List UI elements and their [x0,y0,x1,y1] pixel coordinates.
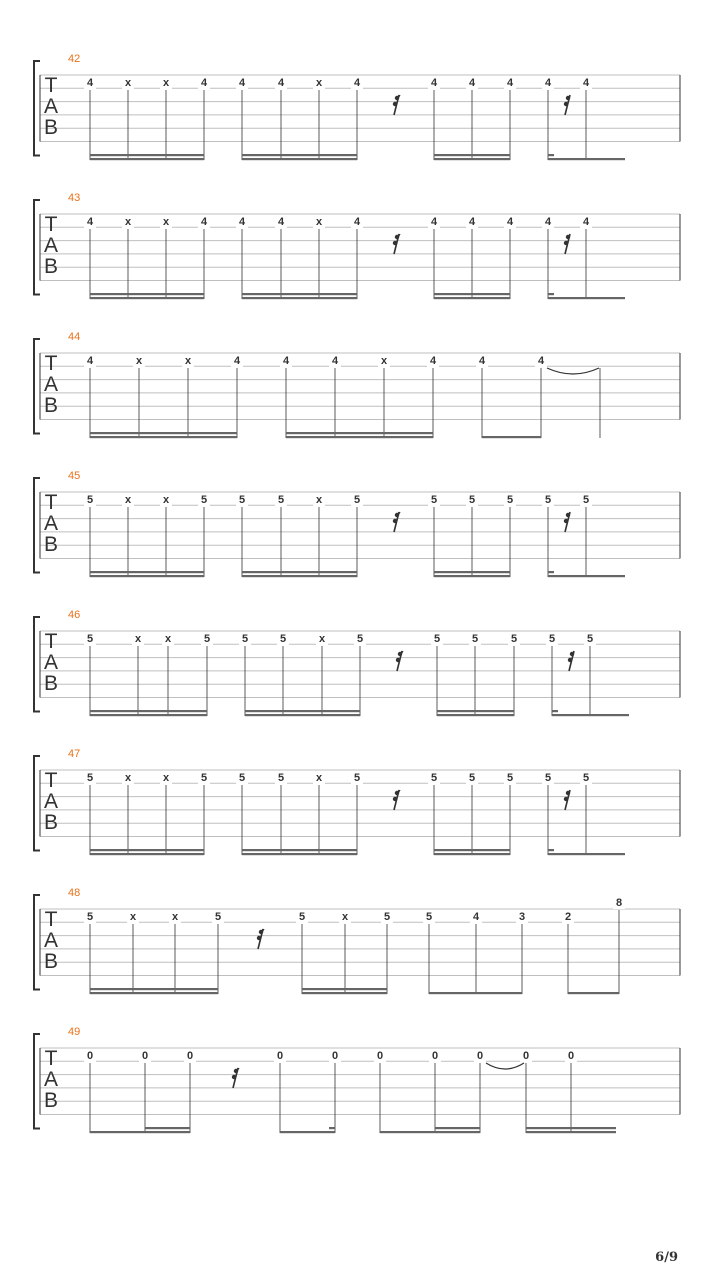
fret-number: 4 [468,77,476,89]
beam-primary [434,575,510,577]
beam-secondary [437,710,514,712]
page-number: 6/9 [655,1250,678,1265]
fret-number: 4 [277,77,285,89]
fret-number: 5 [86,494,94,506]
beam-secondary [242,849,357,851]
tab-clef-letter: B [43,1089,59,1112]
system-bracket [34,478,40,573]
beam-primary [302,992,387,994]
dead-note: x [315,494,323,506]
tab-clef-letter: B [43,116,59,139]
beam-primary [242,297,357,299]
fret-number: 3 [518,911,526,923]
fret-number: 5 [214,911,222,923]
fret-number: 4 [200,77,208,89]
fret-number: 4 [200,216,208,228]
fret-number: 5 [277,772,285,784]
fret-number: 5 [238,494,246,506]
sixteenth-rest-dot [564,102,568,106]
measure-number: 43 [68,192,81,204]
beam-secondary [242,293,357,295]
measure-number: 46 [68,609,81,621]
beam-secondary [245,710,360,712]
beam-stub [552,710,558,712]
fret-number: 5 [468,494,476,506]
beam-secondary [434,154,510,156]
beam-primary [482,436,541,438]
fret-number: 4 [582,216,590,228]
sixteenth-rest-dot [232,1075,236,1079]
sixteenth-rest-dot [570,652,574,656]
fret-number: 0 [522,1050,530,1062]
fret-number: 5 [544,494,552,506]
beam-primary [242,853,357,855]
beam-primary [568,992,619,994]
fret-number: 4 [430,216,438,228]
fret-number: 4 [353,216,361,228]
fret-number: 5 [353,772,361,784]
dead-note: x [341,911,349,923]
beam-primary [242,575,357,577]
fret-number: 5 [298,911,306,923]
dead-note: x [162,494,170,506]
fret-number: 4 [353,77,361,89]
beam-secondary [435,1127,480,1129]
beam-primary [280,1131,335,1133]
beam-primary [380,1131,480,1133]
fret-number: 4 [430,77,438,89]
beam-primary [526,1131,616,1133]
dead-note: x [129,911,137,923]
dead-note: x [315,216,323,228]
fret-number: 5 [510,633,518,645]
fret-number: 2 [564,911,572,923]
fret-number: 4 [238,77,246,89]
tab-clef-letter: B [43,255,59,278]
sixteenth-rest-dot [393,797,397,801]
fret-number: 5 [86,911,94,923]
dead-note: x [135,355,143,367]
beam-secondary [90,432,237,434]
fret-number: 5 [548,633,556,645]
fret-number: 5 [200,772,208,784]
fret-number: 4 [537,355,545,367]
dead-note: x [315,77,323,89]
fret-number: 0 [476,1050,484,1062]
sixteenth-rest-dot [393,102,397,106]
fret-number: 5 [582,494,590,506]
tab-clef-letter: A [43,373,59,396]
tab-clef-letter: A [43,234,59,257]
tab-clef-letter: B [43,811,59,834]
fret-number: 0 [567,1050,575,1062]
tab-clef-letter: A [43,512,59,535]
measure-number: 47 [68,748,81,760]
fret-number: 5 [582,772,590,784]
system-bracket [34,1034,40,1129]
fret-number: 0 [141,1050,149,1062]
sixteenth-rest-dot [566,791,570,795]
beam-primary [90,992,218,994]
fret-number: 5 [506,772,514,784]
tab-clef-letter: T [44,213,58,236]
system-bracket [34,200,40,295]
fret-number: 5 [277,494,285,506]
beam-primary [90,575,204,577]
tab-clef-letter: A [43,790,59,813]
beam-secondary [90,293,204,295]
dead-note: x [184,355,192,367]
fret-number: 4 [86,77,94,89]
sixteenth-rest-dot [564,797,568,801]
measure-number: 48 [68,887,81,899]
fret-number: 5 [353,494,361,506]
tab-clef-letter: T [44,769,58,792]
beam-primary [242,158,357,160]
system-bracket [34,756,40,851]
dead-note: x [124,216,132,228]
fret-number: 5 [241,633,249,645]
fret-number: 5 [433,633,441,645]
fret-number: 4 [331,355,339,367]
sixteenth-rest-dot [564,241,568,245]
measure-number: 45 [68,470,81,482]
beam-primary [548,297,625,299]
beam-stub [548,293,554,295]
beam-secondary [526,1127,616,1129]
beam-primary [90,436,237,438]
fret-number: 5 [86,633,94,645]
beam-secondary [90,154,204,156]
dead-note: x [318,633,326,645]
measure-number: 42 [68,53,81,65]
beam-secondary [242,571,357,573]
system-bracket [34,895,40,990]
fret-number: 0 [86,1050,94,1062]
fret-number: 4 [478,355,486,367]
dead-note: x [315,772,323,784]
beam-secondary [434,293,510,295]
fret-number: 5 [430,772,438,784]
fret-number: 0 [331,1050,339,1062]
fret-number: 5 [506,494,514,506]
beam-primary [437,714,514,716]
tab-clef-letter: T [44,491,58,514]
fret-number: 4 [86,216,94,228]
fret-number: 0 [376,1050,384,1062]
tab-clef-letter: T [44,908,58,931]
measure-number: 49 [68,1026,81,1038]
tab-clef-letter: T [44,74,58,97]
fret-number: 4 [472,911,480,923]
fret-number: 4 [506,216,514,228]
fret-number: 4 [468,216,476,228]
fret-number: 4 [282,355,290,367]
fret-number: 5 [544,772,552,784]
beam-primary [429,992,522,994]
fret-number: 5 [430,494,438,506]
fret-number: 4 [233,355,241,367]
dead-note: x [380,355,388,367]
beam-secondary [242,154,357,156]
dead-note: x [124,494,132,506]
dead-note: x [164,633,172,645]
fret-number: 5 [203,633,211,645]
beam-stub [548,154,554,156]
beam-secondary [90,849,204,851]
sixteenth-rest-dot [564,519,568,523]
tab-clef-letter: B [43,394,59,417]
tab-clef-letter: A [43,1068,59,1091]
dead-note: x [124,77,132,89]
fret-number: 4 [86,355,94,367]
fret-number: 5 [586,633,594,645]
fret-number: 5 [238,772,246,784]
tie-arc [547,368,599,374]
sixteenth-rest-dot [568,658,572,662]
tab-clef-letter: A [43,651,59,674]
fret-number: 4 [544,77,552,89]
beam-primary [90,297,204,299]
measure-number: 44 [68,331,81,343]
beam-primary [90,853,204,855]
sixteenth-rest-dot [393,241,397,245]
dead-note: x [124,772,132,784]
sixteenth-rest-dot [393,519,397,523]
beam-stub [548,849,554,851]
beam-primary [548,158,625,160]
dead-note: x [162,216,170,228]
tab-clef-letter: A [43,95,59,118]
fret-number: 5 [468,772,476,784]
sixteenth-rest-dot [396,658,400,662]
sixteenth-rest-dot [566,96,570,100]
fret-number: 0 [276,1050,284,1062]
fret-number: 5 [86,772,94,784]
beam-primary [548,575,625,577]
tab-clef-letter: A [43,929,59,952]
fret-number: 0 [186,1050,194,1062]
fret-number: 5 [425,911,433,923]
beam-secondary [434,571,510,573]
beam-primary [90,1131,190,1133]
beam-secondary [302,988,387,990]
beam-stub [329,1127,335,1129]
beam-primary [434,297,510,299]
beam-secondary [434,849,510,851]
beam-primary [90,158,204,160]
system-bracket [34,61,40,156]
beam-secondary [286,432,433,434]
dead-note: x [162,77,170,89]
tab-clef-letter: B [43,533,59,556]
beam-secondary [90,710,207,712]
sixteenth-rest-dot [566,235,570,239]
tab-clef-letter: B [43,950,59,973]
fret-number: 4 [544,216,552,228]
beam-primary [90,714,207,716]
dead-note: x [134,633,142,645]
fret-number: 4 [238,216,246,228]
tab-clef-letter: B [43,672,59,695]
system-bracket [34,617,40,712]
tab-clef-letter: T [44,352,58,375]
beam-secondary [145,1127,190,1129]
sixteenth-rest-dot [566,513,570,517]
beam-primary [286,436,433,438]
fret-number: 4 [582,77,590,89]
fret-number: 0 [431,1050,439,1062]
fret-number: 8 [615,897,623,909]
beam-primary [434,853,510,855]
fret-number: 5 [279,633,287,645]
fret-number: 4 [506,77,514,89]
beam-stub [548,571,554,573]
beam-primary [552,714,629,716]
beam-primary [548,853,625,855]
tab-clef-letter: T [44,1047,58,1070]
sixteenth-rest-dot [257,936,261,940]
dead-note: x [171,911,179,923]
dead-note: x [162,772,170,784]
beam-primary [245,714,360,716]
fret-number: 4 [277,216,285,228]
beam-secondary [90,571,204,573]
fret-number: 4 [429,355,437,367]
fret-number: 5 [200,494,208,506]
fret-number: 5 [471,633,479,645]
tab-clef-letter: T [44,630,58,653]
beam-primary [434,158,510,160]
fret-number: 5 [356,633,364,645]
beam-secondary [90,988,218,990]
fret-number: 5 [383,911,391,923]
system-bracket [34,339,40,434]
tie-arc [486,1063,524,1069]
